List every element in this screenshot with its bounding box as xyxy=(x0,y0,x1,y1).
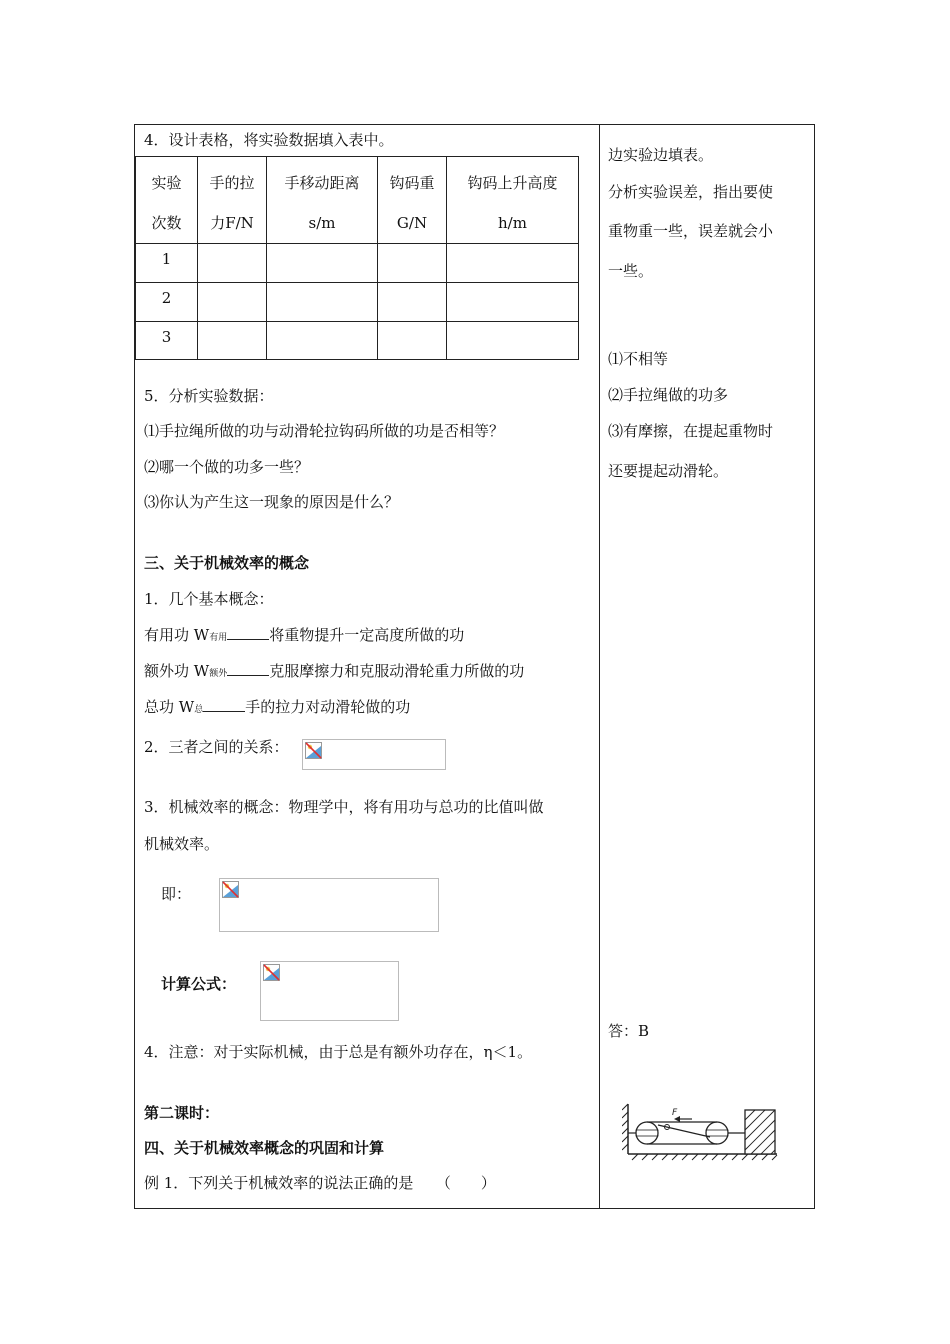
table-cell xyxy=(378,322,447,360)
table-cell xyxy=(198,244,267,283)
header-cell: 手移动距离 s/m xyxy=(267,157,378,244)
table-cell xyxy=(378,283,447,322)
experiment-table xyxy=(135,156,579,360)
header-cell: 钩码重 G/N xyxy=(378,157,447,244)
question-2: ⑵哪一个做的功多一些？ xyxy=(144,458,310,476)
broken-image-icon xyxy=(222,881,239,898)
relation-text: 2．三者之间的关系： xyxy=(144,738,289,756)
table-cell xyxy=(447,283,579,322)
table-header-row xyxy=(136,157,579,244)
row-number-cell: 3 xyxy=(136,322,198,360)
header-cell: 实验 次数 xyxy=(136,157,198,244)
efficiency-concept-line2: 机械效率。 xyxy=(144,835,220,853)
header-cell: 钩码上升高度 h/m xyxy=(447,157,579,244)
total-work-line: 总功 W总 手的拉力对动滑轮做的功 xyxy=(144,698,411,716)
right-line-3: 重物重一些，误差就会小 xyxy=(608,222,774,240)
question-3: ⑶你认为产生这一现象的原因是什么？ xyxy=(144,493,400,511)
answer-1: ⑴不相等 xyxy=(608,350,669,368)
table-cell xyxy=(198,283,267,322)
right-line-1: 边实验边填表。 xyxy=(608,146,714,164)
table-cell xyxy=(447,244,579,283)
ji-label: 即： xyxy=(161,885,192,903)
efficiency-definition-image xyxy=(219,878,439,932)
table-cell xyxy=(198,322,267,360)
section-4-heading: 四、关于机械效率概念的巩固和计算 xyxy=(144,1139,385,1157)
example-1-text: 例 1．下列关于机械效率的说法正确的是 （ ） xyxy=(144,1174,496,1192)
broken-image-icon xyxy=(263,964,280,981)
answer-2: ⑵手拉绳做的功多 xyxy=(608,386,729,404)
force-label: F xyxy=(672,1108,678,1118)
right-line-4: 一些。 xyxy=(608,262,654,280)
broken-image-icon xyxy=(305,742,322,759)
pulley-diagram xyxy=(622,1100,782,1162)
answer-4: 还要提起动滑轮。 xyxy=(608,462,729,480)
table-cell xyxy=(267,322,378,360)
section-3-heading: 三、关于机械效率的概念 xyxy=(144,554,310,572)
right-line-2: 分析实验误差，指出要使 xyxy=(608,183,774,201)
blank-line xyxy=(227,625,269,640)
lesson-2-heading: 第二课时： xyxy=(144,1104,220,1122)
note-text: 4．注意：对于实际机械，由于总是有额外功存在，η＜1。 xyxy=(144,1043,533,1061)
step4-text: 4．设计表格，将实验数据填入表中。 xyxy=(144,131,394,149)
step5-text: 5．分析实验数据： xyxy=(144,387,274,405)
table-cell xyxy=(378,244,447,283)
table-cell xyxy=(267,283,378,322)
row-number-cell: 2 xyxy=(136,283,198,322)
relation-formula-image xyxy=(302,739,446,770)
formula-label: 计算公式： xyxy=(161,975,237,993)
extra-work-line: 额外功 W额外 克服摩擦力和克服动滑轮重力所做的功 xyxy=(144,662,525,680)
header-cell: 手的拉 力F/N xyxy=(198,157,267,244)
table-row xyxy=(136,283,579,322)
table-row xyxy=(136,322,579,360)
formula-image xyxy=(260,961,399,1021)
table-row xyxy=(136,244,579,283)
useful-work-line: 有用功 W有用 将重物提升一定高度所做的功 xyxy=(144,626,465,644)
blank-line xyxy=(203,697,245,712)
column-divider xyxy=(599,124,600,1209)
answer-b: 答：B xyxy=(608,1022,650,1040)
table-cell xyxy=(267,244,378,283)
efficiency-concept-line1: 3．机械效率的概念：物理学中，将有用功与总功的比值叫做 xyxy=(144,798,544,816)
answer-3: ⑶有摩擦，在提起重物时 xyxy=(608,422,774,440)
concepts-title: 1．几个基本概念： xyxy=(144,590,274,608)
question-1: ⑴手拉绳所做的功与动滑轮拉钩码所做的功是否相等？ xyxy=(144,422,505,440)
blank-line xyxy=(227,661,269,676)
row-number-cell: 1 xyxy=(136,244,198,283)
table-cell xyxy=(447,322,579,360)
